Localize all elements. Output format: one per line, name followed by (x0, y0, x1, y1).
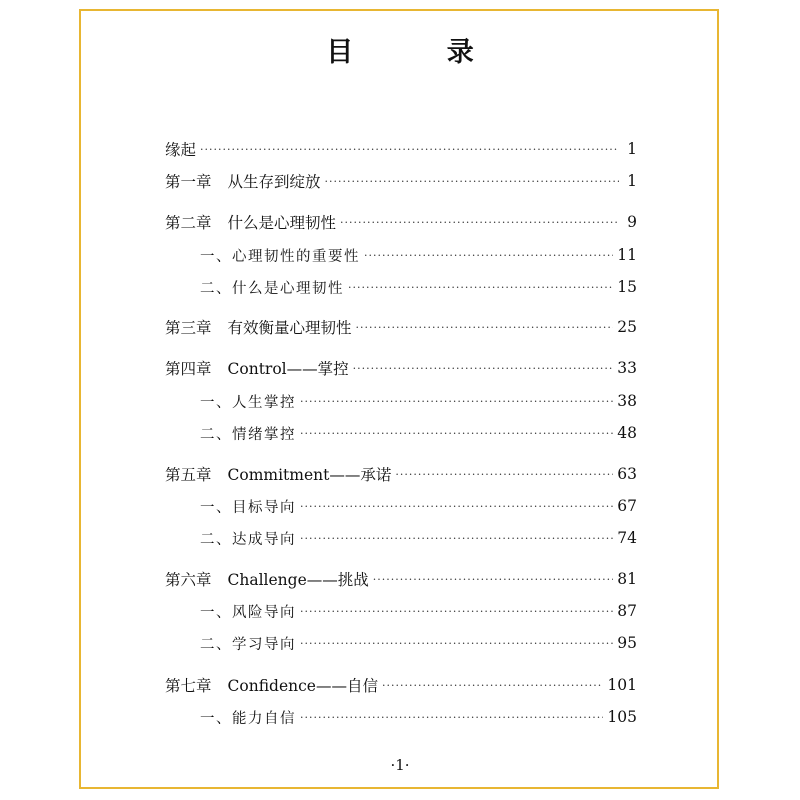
toc-entry-title: 从生存到绽放 (227, 173, 321, 191)
toc-section[interactable] (200, 275, 637, 299)
dot-leader (300, 395, 613, 408)
toc-section-title: 一、人生掌控 (200, 394, 296, 411)
toc-section-title: 二、达成导向 (200, 531, 296, 548)
toc-chapter-5[interactable] (165, 462, 637, 486)
toc-page-number: 15 (617, 278, 637, 296)
dot-leader (356, 321, 614, 334)
toc-chapter-7[interactable] (165, 673, 637, 697)
chapter-number: 第五章 (165, 466, 212, 484)
toc-section[interactable] (200, 421, 637, 445)
toc-entry-title: Challenge——挑战 (227, 571, 369, 589)
chapter-number: 第四章 (165, 360, 212, 378)
dot-leader (300, 532, 613, 545)
chapter-number: 第二章 (165, 214, 212, 232)
toc-page-number: 87 (617, 602, 637, 620)
chapter-number: 第三章 (165, 319, 212, 337)
chapter-number: 第一章 (165, 173, 212, 191)
toc-chapter-6[interactable] (165, 567, 637, 591)
toc-section-title: 一、目标导向 (200, 499, 296, 516)
toc-section-title: 一、心理韧性的重要性 (200, 248, 360, 265)
toc-section-title: 二、什么是心理韧性 (200, 280, 344, 297)
toc-section[interactable] (200, 599, 637, 623)
toc-page-number: 74 (617, 529, 637, 547)
dot-leader (200, 143, 619, 156)
toc-chapter-4[interactable] (165, 356, 637, 380)
toc-page-number: 9 (627, 213, 637, 231)
dot-leader (340, 216, 619, 229)
toc-entry-title: 什么是心理韧性 (227, 214, 337, 232)
toc-section[interactable] (200, 526, 637, 550)
chapter-number: 第六章 (165, 571, 212, 589)
toc-section[interactable] (200, 389, 637, 413)
dot-leader (300, 605, 613, 618)
chapter-number: 第七章 (165, 677, 212, 695)
toc-entry-title: 有效衡量心理韧性 (227, 319, 352, 337)
toc-page-number: 33 (617, 359, 637, 377)
page-number: ·1· (390, 756, 410, 774)
dot-leader (382, 679, 603, 692)
dot-leader (300, 427, 613, 440)
toc-page-number: 67 (617, 497, 637, 515)
toc-page-number: 101 (607, 676, 637, 694)
toc-page-number: 48 (617, 424, 637, 442)
toc-page-number: 1 (627, 172, 637, 190)
toc-section-title: 二、情绪掌控 (200, 426, 296, 443)
toc-section[interactable] (200, 631, 637, 655)
toc-section-title: 一、风险导向 (200, 604, 296, 621)
toc-entry-title: 缘起 (165, 141, 197, 159)
toc-section[interactable] (200, 494, 637, 518)
toc-entry-title: Control——掌控 (227, 360, 349, 378)
dot-leader (300, 637, 613, 650)
toc-section-title: 一、能力自信 (200, 710, 296, 727)
toc-chapter-2[interactable] (165, 210, 637, 234)
toc-page-number: 95 (617, 634, 637, 652)
toc-page-number: 63 (617, 465, 637, 483)
toc-page-number: 1 (627, 140, 637, 158)
toc-page-number: 25 (617, 318, 637, 336)
dot-leader (395, 468, 613, 481)
dot-leader (300, 500, 613, 513)
toc-section-title: 二、学习导向 (200, 636, 296, 653)
page-title: 目 录 (326, 37, 516, 68)
toc-entry-title: Commitment——承诺 (227, 466, 392, 484)
dot-leader (300, 711, 603, 724)
dot-leader (325, 175, 619, 188)
toc-page-number: 11 (617, 246, 637, 264)
dot-leader (348, 281, 613, 294)
toc-page-number: 81 (617, 570, 637, 588)
toc-section[interactable] (200, 705, 637, 729)
toc-section[interactable] (200, 243, 637, 267)
toc-chapter-1[interactable] (165, 169, 637, 193)
toc-entry-preface[interactable] (165, 137, 637, 161)
dot-leader (353, 362, 614, 375)
toc-page-number: 105 (607, 708, 637, 726)
toc-chapter-3[interactable] (165, 315, 637, 339)
toc-entry-title: Confidence——自信 (227, 677, 378, 695)
toc-page-number: 38 (617, 392, 637, 410)
dot-leader (364, 249, 613, 262)
dot-leader (373, 573, 614, 586)
